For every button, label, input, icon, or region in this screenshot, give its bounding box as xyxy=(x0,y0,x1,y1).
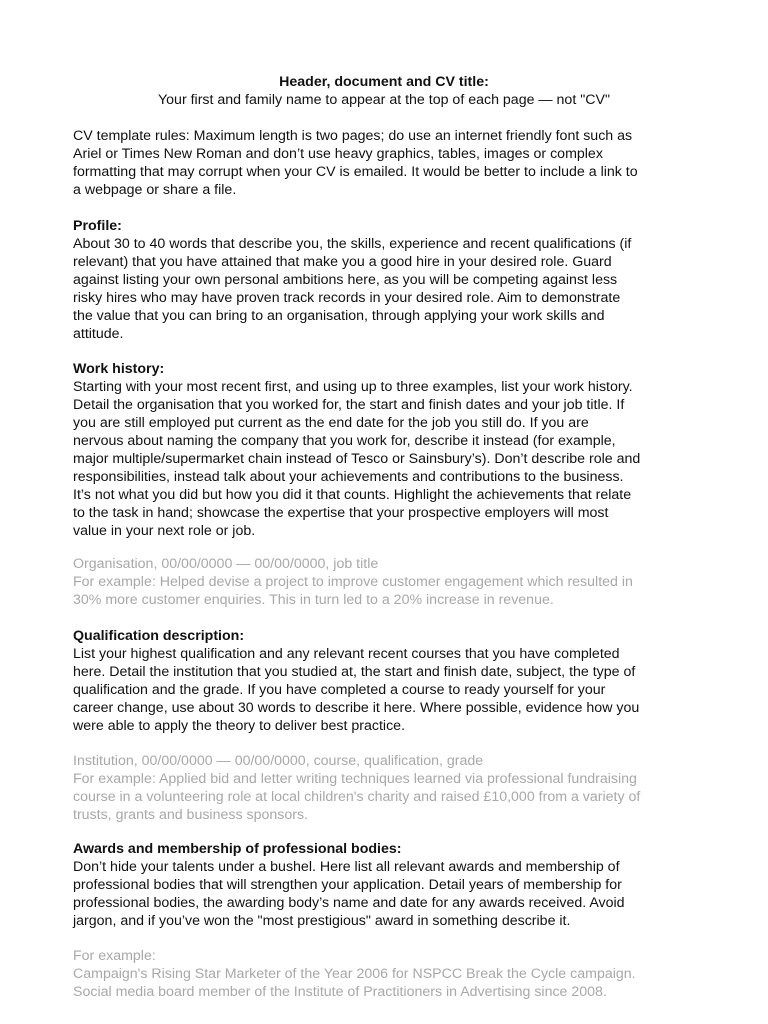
profile-section xyxy=(73,217,703,343)
qualification-section xyxy=(73,627,703,735)
body-line: qualification and the grade. If you have completed a course to ready yourself for your xyxy=(73,682,606,698)
qualification-example xyxy=(73,752,703,824)
body-line: Don’t hide your talents under a bushel. Here list all relevant awards and membership of xyxy=(73,859,620,875)
example-line: For example: Helped devise a project to improve customer engagement which resulted in xyxy=(73,574,633,590)
body-line: Starting with your most recent first, and using up to three examples, list your work history. xyxy=(73,379,633,395)
body-line: here. Detail the institution that you studied at, the start and finish date, subject, the type of xyxy=(73,664,636,680)
header-subtitle: Your first and family name to appear at the top of each page — not "CV" xyxy=(158,92,610,108)
section-heading: Profile: xyxy=(73,218,122,234)
body-line: career change, use about 30 words to describe it here. Where possible, evidence how you xyxy=(73,700,640,716)
cv-rules-section xyxy=(73,127,703,199)
body-line: CV template rules: Maximum length is two pages; do use an internet friendly font such as xyxy=(73,128,633,144)
example-line: Campaign's Rising Star Marketer of the Year 2006 for NSPCC Break the Cycle campaign. xyxy=(73,966,636,982)
body-line: were able to apply the theory to deliver best practice. xyxy=(73,718,406,734)
body-line: you are still employed put current as the end date for the job you still do. If you are xyxy=(73,415,589,431)
example-line: 30% more customer enquiries. This in turn led to a 20% increase in revenue. xyxy=(73,592,554,608)
body-line: risky hires who may have proven track records in your desired role. Aim to demonstrate xyxy=(73,290,621,306)
body-line: the value that you can bring to an organisation, through applying your work skills and xyxy=(73,308,605,324)
body-line: responsibilities, instead talk about your achievements and contributions to the business. xyxy=(73,469,624,485)
body-line: attitude. xyxy=(73,326,124,342)
body-line: Ariel or Times New Roman and don’t use heavy graphics, tables, images or complex xyxy=(73,146,603,162)
body-line: It’s not what you did but how you did it that counts. Highlight the achievements that relate xyxy=(73,487,632,503)
document-header xyxy=(0,73,768,109)
body-line: against listing your own personal ambitions here, as you will be competing against less xyxy=(73,272,618,288)
example-line: For example: Applied bid and letter writing techniques learned via professional fundraising xyxy=(73,771,637,787)
header-title: Header, document and CV title: xyxy=(279,74,489,90)
section-heading: Awards and membership of professional bodies: xyxy=(73,841,402,857)
body-line: nervous about naming the company that you work for, describe it instead (for example, xyxy=(73,433,616,449)
section-heading: Work history: xyxy=(73,361,165,377)
awards-section xyxy=(73,840,703,930)
body-line: a webpage or share a file. xyxy=(73,182,237,198)
body-line: About 30 to 40 words that describe you, the skills, experience and recent qualifications (if xyxy=(73,236,632,252)
body-line: relevant) that you have attained that make you a good hire in your desired role. Guard xyxy=(73,254,612,270)
awards-example xyxy=(73,947,703,1001)
example-line: Organisation, 00/00/0000 — 00/00/0000, job title xyxy=(73,556,379,572)
body-line: to the task in hand; showcase the expertise that your prospective employers will most xyxy=(73,505,609,521)
work-history-example xyxy=(73,555,703,609)
example-line: trusts, grants and business sponsors. xyxy=(73,807,309,823)
body-line: major multiple/supermarket chain instead of Tesco or Sainsbury’s). Don’t describe role and xyxy=(73,451,641,467)
body-line: value in your next role or job. xyxy=(73,523,256,539)
body-line: formatting that may corrupt when your CV is emailed. It would be better to include a link to xyxy=(73,164,638,180)
body-line: List your highest qualification and any relevant recent courses that you have completed xyxy=(73,646,620,662)
example-line: course in a volunteering role at local children's charity and raised £10,000 from a variety of xyxy=(73,789,641,805)
body-line: jargon, and if you’ve won the "most prestigious" award in something describe it. xyxy=(73,913,571,929)
body-line: Detail the organisation that you worked for, the start and finish dates and your job title. If xyxy=(73,397,625,413)
body-line: professional bodies that will strengthen your application. Detail years of membership for xyxy=(73,877,622,893)
example-line: For example: xyxy=(73,948,156,964)
work-history-section xyxy=(73,360,703,540)
example-line: Social media board member of the Institute of Practitioners in Advertising since 2008. xyxy=(73,984,607,1000)
section-heading: Qualification description: xyxy=(73,628,245,644)
body-line: professional bodies, the awarding body’s name and date for any awards received. Avoid xyxy=(73,895,625,911)
example-line: Institution, 00/00/0000 — 00/00/0000, course, qualification, grade xyxy=(73,753,484,769)
